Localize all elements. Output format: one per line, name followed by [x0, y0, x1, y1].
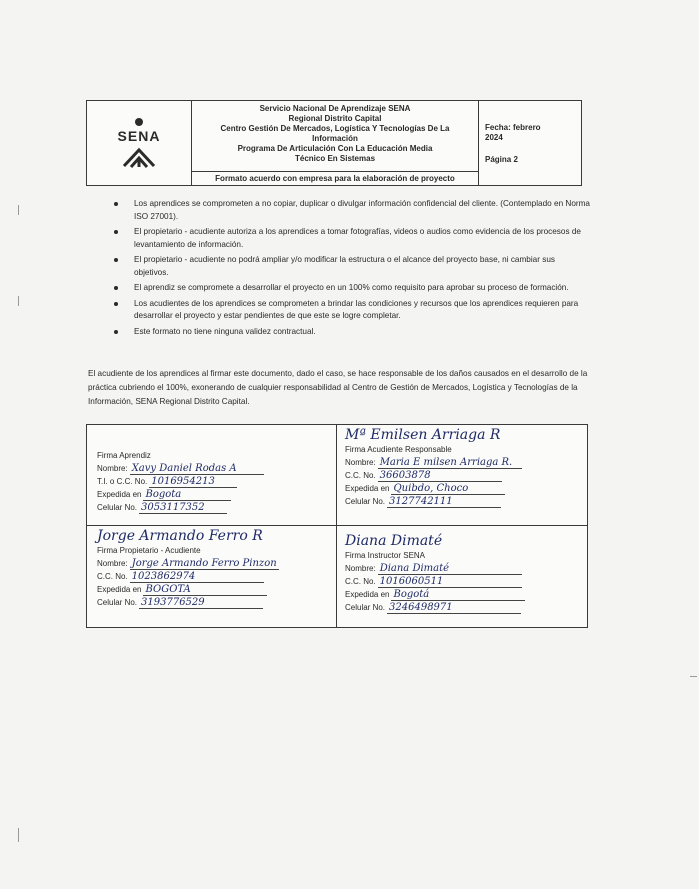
scan-mark	[690, 676, 697, 677]
instructor-signature: Diana Dimaté	[345, 533, 443, 549]
propietario-documento: 1023862974	[130, 572, 264, 583]
list-item: El propietario - acudiente autoriza a los aprendices a tomar fotografías, videos o audios como evidencia de los procesos de levantamiento de información.	[112, 226, 590, 251]
page-number: Página 2	[485, 155, 518, 164]
sena-arrows-icon	[120, 146, 158, 168]
acudiente-nombre: Maria E milsen Arriaga R.	[378, 458, 522, 469]
logo-dot-icon	[135, 118, 143, 126]
commitments-list	[112, 198, 590, 341]
form-title: Formato acuerdo con empresa para la elaboración de proyecto	[215, 174, 455, 183]
acudiente-expedida: Quibdo, Choco	[391, 484, 505, 495]
institution-line: Centro Gestión De Mercados, Logística Y Tecnologías De La	[220, 124, 450, 133]
list-item: El propietario - acudiente no podrá ampliar y/o modificar la estructura o el alcance del proyecto base, ni cambiar sus objetivos.	[112, 254, 590, 279]
scan-mark	[18, 296, 19, 306]
fecha-label: Fecha: febrero	[485, 123, 541, 132]
bullet-icon	[114, 330, 118, 334]
instructor-documento: 1016060511	[378, 577, 522, 588]
institution-line: Servicio Nacional De Aprendizaje SENA	[259, 104, 411, 113]
scan-mark	[18, 205, 19, 215]
institution-line: Regional Distrito Capital	[288, 114, 382, 123]
institution-line: Técnico En Sistemas	[294, 154, 376, 163]
aprendiz-signature-block: Firma Aprendiz Nombre: Xavy Daniel Rodas A T.I. o C.C. No. 1016954213 Expedida en Bogota Celular No. 3053117352	[97, 449, 337, 514]
responsibility-paragraph: El acudiente de los aprendices al firmar este documento, dado el caso, se hace responsable de los daños causados en el desarrollo de la práctica cubriendo el 100%, exonerando de cualquier responsabilidad al Centro de Gestión de Mercados, Logística y Tecnologías de la Información, SENA Regional Distrito Capital.	[88, 369, 588, 406]
list-item: Este formato no tiene ninguna validez contractual.	[112, 326, 590, 339]
propietario-expedida: BOGOTA	[143, 585, 267, 596]
acudiente-documento: 36603878	[378, 471, 502, 482]
signature-title: Firma Acudiente Responsable	[345, 445, 452, 454]
institution-line: Programa De Articulación Con La Educación Media	[237, 144, 433, 153]
institution-block	[192, 101, 478, 172]
signature-title: Firma Aprendiz	[97, 451, 151, 460]
fecha-year: 2024	[485, 133, 503, 142]
scan-mark	[18, 828, 19, 842]
acudiente-signature-block: Mª Emilsen Arriaga R Firma Acudiente Responsable Nombre: Maria E milsen Arriaga R. C.C. No. 36603878 Expedida en Quibdo, Choco Celular No. 3127742111	[345, 427, 585, 508]
list-item: Los acudientes de los aprendices se comprometen a brindar las condiciones y recursos que los aprendices requieren para desarrollar el proyecto y estar pendientes de que este se logre completar.	[112, 298, 590, 323]
aprendiz-documento: 1016954213	[149, 477, 237, 488]
instructor-nombre: Diana Dimaté	[378, 564, 522, 575]
acudiente-signature: Mª Emilsen Arriaga R	[345, 427, 501, 443]
propietario-signature-block: Jorge Armando Ferro R Firma Propietario - Acudiente Nombre: Jorge Armando Ferro Pinzon C.C. No. 1023862974 Expedida en BOGOTA Celular No. 3193776529	[97, 528, 337, 609]
bullet-icon	[114, 202, 118, 206]
institution-line: Información	[312, 134, 358, 143]
signature-grid	[86, 424, 588, 628]
aprendiz-nombre: Xavy Daniel Rodas A	[130, 464, 264, 475]
bullet-icon	[114, 302, 118, 306]
instructor-celular: 3246498971	[387, 603, 521, 614]
acudiente-celular: 3127742111	[387, 497, 501, 508]
bullet-icon	[114, 230, 118, 234]
signature-title: Firma Propietario - Acudiente	[97, 546, 201, 555]
propietario-signature: Jorge Armando Ferro R	[97, 528, 263, 544]
aprendiz-expedida: Bogota	[143, 490, 231, 501]
instructor-expedida: Bogotá	[391, 590, 525, 601]
list-item: Los aprendices se comprometen a no copiar, duplicar o divulgar información confidencial del cliente. (Contemplado en Norma ISO 27001).	[112, 198, 590, 223]
propietario-celular: 3193776529	[139, 598, 263, 609]
propietario-nombre: Jorge Armando Ferro Pinzon	[131, 558, 277, 569]
date-page-block	[479, 101, 581, 185]
logo-text: SENA	[117, 128, 161, 144]
aprendiz-celular: 3053117352	[139, 503, 227, 514]
signature-title: Firma Instructor SENA	[345, 551, 426, 560]
list-item: El aprendiz se compromete a desarrollar el proyecto en un 100% como requisito para aprobar su proceso de formación.	[112, 282, 590, 295]
document-header	[86, 100, 582, 186]
divider	[87, 525, 587, 526]
bullet-icon	[114, 258, 118, 262]
instructor-signature-block: Diana Dimaté Firma Instructor SENA Nombre: Diana Dimaté C.C. No. 1016060511 Expedida en Bogotá Celular No. 3246498971	[345, 533, 585, 614]
bullet-icon	[114, 286, 118, 290]
sena-logo	[87, 101, 192, 185]
